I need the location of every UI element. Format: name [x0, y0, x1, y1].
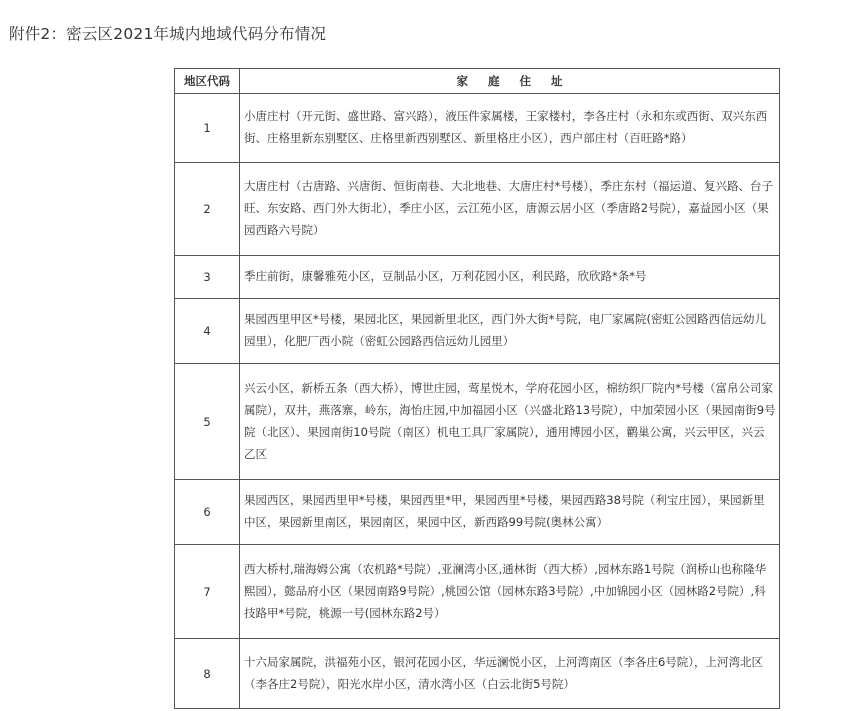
code-cell: 4 — [175, 299, 240, 364]
table-row — [175, 545, 780, 639]
header-code: 地区代码 — [175, 69, 240, 94]
address-cell: 果园西里甲区*号楼，果园北区，果园新里北区，西门外大街*号院，电厂家属院(密虹公园路西信远幼儿园里），化肥厂西小院（密虹公园路西信远幼儿园里） — [240, 299, 780, 364]
table-row — [175, 639, 780, 709]
code-cell: 2 — [175, 163, 240, 256]
table-row — [175, 163, 780, 256]
address-cell: 兴云小区，新桥五条（西大桥），博世庄园，莺星悦木，学府花园小区，棉纺织厂院内*号楼（富帛公司家属院），双井，燕落寨，岭东，海怡庄园,中加福园小区（兴盛北路13号院），中加荣园小区（果园南街9号院（北区）、果园南街10号院（南区）机电工具厂家属院），通用博园小区，鹳巢公寓，兴云甲区，兴云乙区 — [240, 364, 780, 480]
table-row — [175, 256, 780, 299]
table-row — [175, 364, 780, 480]
address-cell: 小唐庄村（开元街、盛世路、富兴路），液压件家属楼，王家楼村，李各庄村（永和东或西街、双兴东西街、庄格里新东别墅区、庄格里新西别墅区、新里格庄小区），西户部庄村（百旺路*路） — [240, 94, 780, 163]
table-row — [175, 299, 780, 364]
code-cell: 5 — [175, 364, 240, 480]
code-cell: 1 — [175, 94, 240, 163]
address-cell: 大唐庄村（古唐路、兴唐街、恒街南巷、大北地巷、大唐庄村*号楼），季庄东村（福运道、复兴路、台子旺、东安路、西门外大街北），季庄小区，云江苑小区，唐源云居小区（季唐路2号院），嘉益园小区（果园西路六号院） — [240, 163, 780, 256]
address-cell: 果园西区，果园西里甲*号楼，果园西里*甲，果园西里*号楼，果园西路38号院（利宝庄园），果园新里中区，果园新里南区，果园南区，果园中区，新西路99号院(奥林公寓） — [240, 480, 780, 545]
table-row — [175, 480, 780, 545]
district-code-table — [174, 68, 780, 709]
page-title: 附件2：密云区2021年城内地域代码分布情况 — [9, 25, 327, 43]
code-cell: 8 — [175, 639, 240, 709]
address-cell: 季庄前街，康馨雅苑小区，豆制品小区，万利花园小区，利民路，欣欣路*条*号 — [240, 256, 780, 299]
address-cell: 十六局家属院，洪福苑小区，银河花园小区，华远澜悦小区，上河湾南区（李各庄6号院），上河湾北区（李各庄2号院），阳光水岸小区，清水湾小区（白云北街5号院） — [240, 639, 780, 709]
code-cell: 3 — [175, 256, 240, 299]
header-address: 家庭住址 — [240, 69, 780, 94]
address-cell: 西大桥村,瑞海姆公寓（农机路*号院）,亚澜湾小区,通林街（西大桥）,园林东路1号院（润桥山也称隆华熙园），懿品府小区（果园南路9号院）,桃园公馆（园林东路3号院）,中加锦园小区（园林路2号院）,科技路甲*号院，桃源一号(园林东路2号） — [240, 545, 780, 639]
table-header-row — [175, 69, 780, 94]
code-cell: 6 — [175, 480, 240, 545]
table-row — [175, 94, 780, 163]
code-cell: 7 — [175, 545, 240, 639]
